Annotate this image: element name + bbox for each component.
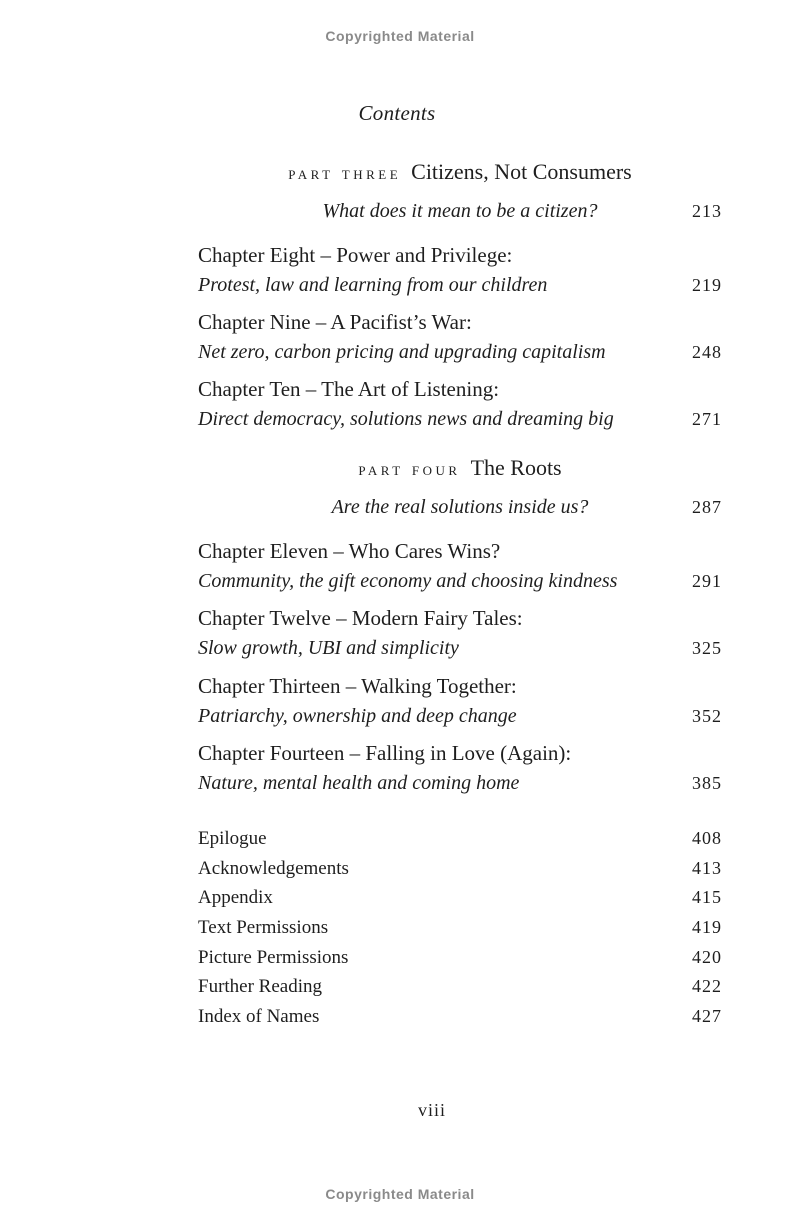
- chapter-page-number: 248: [692, 342, 722, 362]
- chapter-page-number: 291: [692, 571, 722, 591]
- copyright-watermark-top: Copyrighted Material: [325, 28, 475, 44]
- chapter-subtitle: Direct democracy, solutions news and dreaming big: [198, 408, 614, 430]
- chapter-subtitle-row: [198, 768, 722, 798]
- chapter-title: Chapter Thirteen – Walking Together:: [198, 674, 517, 698]
- part-four-subtitle-row: [198, 493, 722, 521]
- chapter-title: Chapter Fourteen – Falling in Love (Again):: [198, 741, 572, 765]
- chapter-title: Chapter Ten – The Art of Listening:: [198, 377, 500, 401]
- back-matter-row: [198, 913, 722, 943]
- back-matter-label: Appendix: [198, 887, 273, 909]
- back-matter-page-number: 422: [692, 976, 722, 997]
- chapter-subtitle-row: [198, 404, 722, 434]
- part-three-label: part three: [288, 163, 402, 184]
- page-number-folio: viii: [417, 1100, 447, 1120]
- toc-entry-chapter-twelve: [198, 603, 722, 663]
- back-matter-page-number: 413: [692, 857, 722, 878]
- toc-entry-chapter-eleven: [198, 536, 722, 596]
- chapter-page-number: 325: [692, 638, 722, 658]
- back-matter-page-number: 427: [692, 1006, 722, 1027]
- chapter-subtitle-row: [198, 337, 722, 367]
- back-matter-label: Epilogue: [198, 828, 267, 849]
- chapter-page-number: 352: [692, 706, 722, 726]
- chapter-subtitle: Slow growth, UBI and simplicity: [198, 637, 459, 659]
- toc-entry-chapter-ten: [198, 374, 722, 434]
- toc-entry-chapter-fourteen: [198, 738, 722, 798]
- part-three-subtitle-row: [198, 197, 722, 225]
- chapter-subtitle-row: [198, 701, 722, 731]
- part-three-page-number: 213: [692, 201, 722, 221]
- chapter-title: Chapter Twelve – Modern Fairy Tales:: [198, 606, 523, 630]
- part-three-title: Citizens, Not Consumers: [411, 159, 632, 184]
- back-matter-row: [198, 1002, 722, 1032]
- chapter-title: Chapter Eleven – Who Cares Wins?: [198, 539, 501, 563]
- back-matter-page-number: 420: [692, 946, 722, 967]
- back-matter-page-number: 408: [692, 828, 722, 848]
- chapter-page-number: 385: [692, 773, 722, 793]
- back-matter-label: Further Reading: [198, 976, 323, 998]
- back-matter-page-number: 415: [692, 887, 722, 908]
- part-four-title: The Roots: [470, 455, 562, 480]
- back-matter-page-number: 419: [692, 917, 722, 938]
- chapter-subtitle: Net zero, carbon pricing and upgrading capitalism: [198, 341, 606, 363]
- chapter-title: Chapter Nine – A Pacifist’s War:: [198, 310, 472, 334]
- back-matter-label: Acknowledgements: [198, 857, 349, 879]
- toc-entry-chapter-nine: [198, 307, 722, 367]
- back-matter-row: [198, 854, 722, 884]
- copyright-watermark-bottom: Copyrighted Material: [325, 1186, 475, 1202]
- part-four-subtitle: Are the real solutions inside us?: [331, 496, 589, 518]
- chapter-title: Chapter Eight – Power and Privilege:: [198, 243, 513, 267]
- toc-entry-chapter-thirteen: [198, 671, 722, 731]
- contents-heading: Contents: [358, 101, 436, 125]
- part-four-label: part four: [358, 459, 461, 480]
- chapter-subtitle-row: [198, 270, 722, 300]
- part-four-page-number: 287: [692, 497, 722, 517]
- chapter-subtitle: Protest, law and learning from our children: [198, 274, 548, 296]
- part-three-heading: [198, 158, 722, 186]
- chapter-subtitle: Community, the gift economy and choosing kindness: [198, 570, 618, 592]
- chapter-subtitle-row: [198, 633, 722, 663]
- chapter-subtitle: Nature, mental health and coming home: [198, 772, 520, 794]
- chapter-subtitle: Patriarchy, ownership and deep change: [198, 705, 517, 727]
- back-matter-row: [198, 883, 722, 913]
- back-matter-label: Text Permissions: [198, 917, 329, 939]
- back-matter-label: Picture Permissions: [198, 946, 349, 968]
- back-matter-label: Index of Names: [198, 1006, 320, 1028]
- part-four-heading: [198, 454, 722, 482]
- back-matter-row: [198, 972, 722, 1002]
- back-matter-row: [198, 943, 722, 973]
- part-three-subtitle: What does it mean to be a citizen?: [322, 200, 598, 222]
- chapter-subtitle-row: [198, 566, 722, 596]
- toc-entry-chapter-eight: [198, 240, 722, 300]
- back-matter-list: [198, 824, 722, 1032]
- chapter-page-number: 271: [692, 409, 722, 429]
- chapter-page-number: 219: [692, 275, 722, 295]
- back-matter-row: [198, 824, 722, 854]
